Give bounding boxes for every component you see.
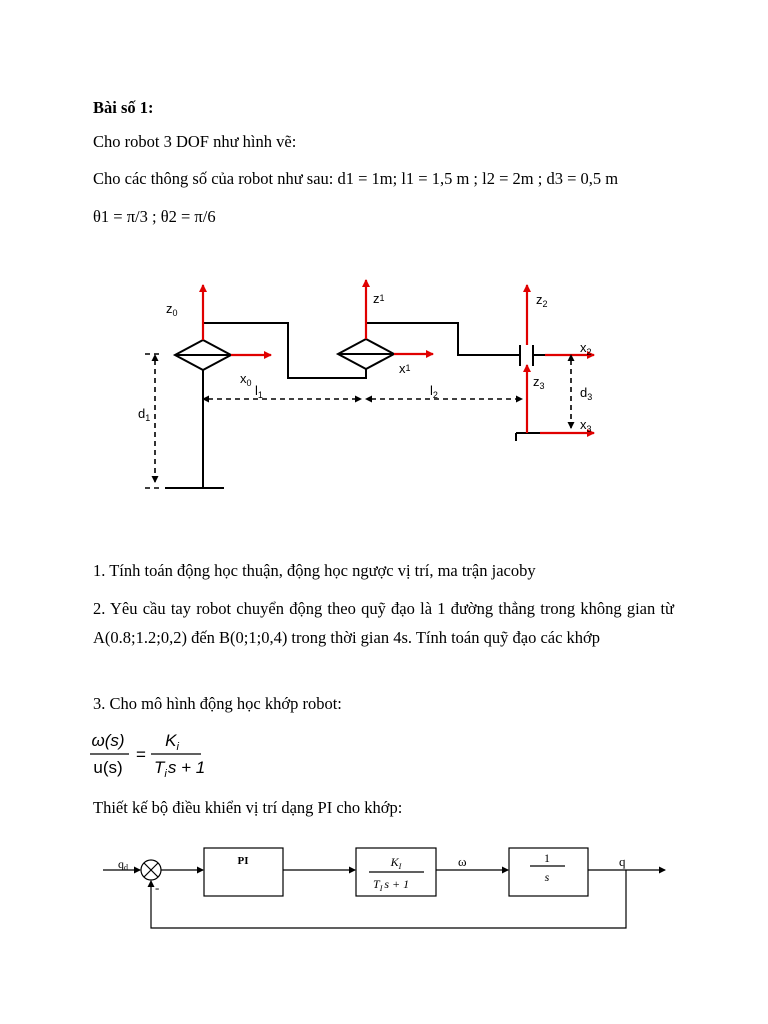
pi-block-label: PI (237, 855, 249, 867)
z3-label: $z_3$ (533, 374, 545, 391)
equation-equals: = (136, 745, 146, 764)
z0-label: $z_0$ (166, 301, 178, 318)
task-1-text: 1. Tính toán động học thuận, động học ngược vị trí, ma trận jacoby (93, 561, 536, 580)
x3-label: $x_3$ (580, 417, 592, 434)
x0-label: $x_0$ (240, 371, 252, 388)
minus-sign: - (155, 880, 160, 895)
x1-label: x1 (399, 361, 411, 376)
output-q-label: q (619, 854, 626, 869)
plant-denominator: $T_I$ s + 1 (373, 877, 410, 893)
parameters-text: Cho các thông số của robot như sau: d1 = 1m; l1 = 1,5 m ; l2 = 2m ; d3 = 0,5 m (93, 169, 619, 188)
plant-numerator: $K_I$ (390, 855, 402, 871)
l1-label: $l_1$ (255, 383, 263, 400)
intro-text: Cho robot 3 DOF như hình vẽ: (93, 132, 297, 151)
l2-label: $l_2$ (430, 383, 438, 400)
x2-label: $x_2$ (580, 340, 592, 357)
equation-numerator-right: $K_i$ (165, 731, 179, 753)
design-text: Thiết kế bộ điều khiển vị trí dạng PI cho khớp: (93, 798, 403, 817)
omega-signal-label: ω (458, 854, 467, 869)
d1-label: $d_1$ (138, 406, 151, 423)
z1-label: z1 (373, 291, 385, 306)
integrator-denominator: s (544, 870, 550, 884)
task-2-text: 2. Yêu cầu tay robot chuyển động theo quỹ đạo là 1 đường thẳng trong không gian từ A(0.8;1.2;0,2) đến B(0;1;0,4) trong thời gian 4s. Tính toán quỹ đạo các khớp (93, 599, 674, 647)
exercise-title: Bài số 1: (93, 98, 154, 117)
input-qd-label: qd (118, 857, 128, 872)
angles-text: θ1 = π/3 ; θ2 = π/6 (93, 207, 216, 226)
d3-label: $d_3$ (580, 385, 593, 402)
equation-denominator-left: u(s) (93, 758, 123, 777)
integrator-numerator: 1 (544, 851, 550, 865)
equation-numerator-left: ω(s) (91, 731, 125, 750)
task-3-text: 3. Cho mô hình động học khớp robot: (93, 694, 342, 713)
equation-denominator-right: $T_is + 1$ (154, 758, 206, 780)
z2-label: $z_2$ (536, 292, 548, 309)
